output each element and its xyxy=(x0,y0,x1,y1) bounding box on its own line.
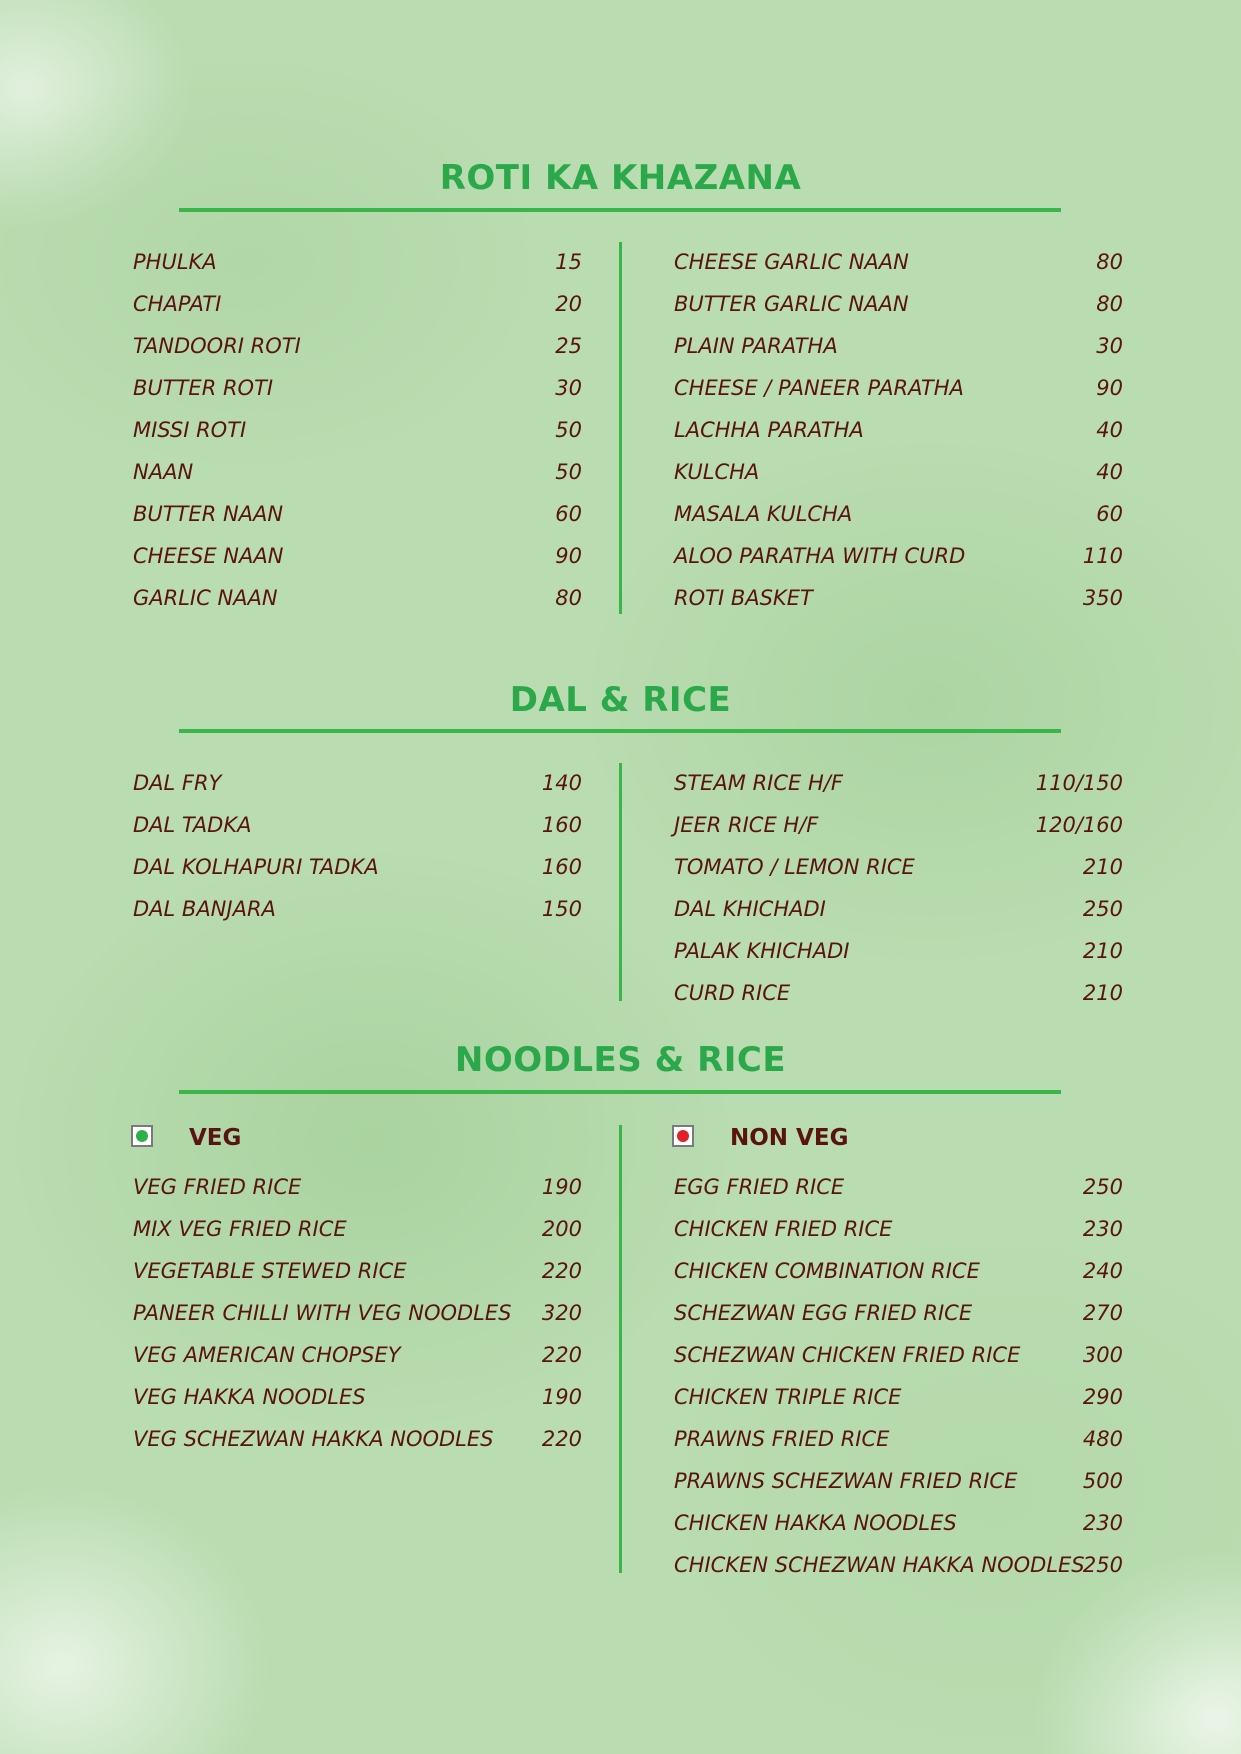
menu-column-noodles-left xyxy=(133,1166,582,1460)
menu-item xyxy=(133,1334,582,1376)
item-name: STEAM RICE H/F xyxy=(674,771,843,795)
veg-heading xyxy=(131,1123,431,1153)
item-name: PALAK KHICHADI xyxy=(674,939,850,963)
menu-item xyxy=(674,804,1123,846)
menu-item xyxy=(674,1544,1123,1586)
item-price: 120/160 xyxy=(1035,813,1123,837)
menu-item xyxy=(133,367,582,409)
menu-item xyxy=(133,241,582,283)
menu-item xyxy=(133,804,582,846)
item-price: 30 xyxy=(1096,334,1123,358)
menu-item xyxy=(133,1376,582,1418)
menu-item xyxy=(674,1334,1123,1376)
veg-label: VEG xyxy=(189,1125,242,1151)
menu-item xyxy=(674,241,1123,283)
menu-item xyxy=(674,762,1123,804)
item-price: 200 xyxy=(541,1217,582,1241)
item-name: VEGETABLE STEWED RICE xyxy=(133,1259,407,1283)
item-price: 140 xyxy=(541,771,582,795)
section-title-roti: ROTI KA KHAZANA xyxy=(439,158,802,198)
menu-item xyxy=(674,972,1123,1014)
menu-item xyxy=(674,888,1123,930)
item-price: 270 xyxy=(1082,1301,1123,1325)
menu-item xyxy=(674,409,1123,451)
item-price: 110/150 xyxy=(1035,771,1123,795)
menu-item xyxy=(674,325,1123,367)
menu-column-dal-right xyxy=(674,762,1123,1014)
item-price: 220 xyxy=(541,1343,582,1367)
item-name: PANEER CHILLI WITH VEG NOODLES xyxy=(133,1301,512,1325)
menu-column-noodles-right xyxy=(674,1166,1123,1586)
item-price: 290 xyxy=(1082,1385,1123,1409)
item-name: TANDOORI ROTI xyxy=(133,334,301,358)
section-title-noodles: NOODLES & RICE xyxy=(454,1040,787,1080)
item-name: CHEESE GARLIC NAAN xyxy=(674,250,909,274)
item-price: 40 xyxy=(1096,460,1123,484)
menu-column-roti-left xyxy=(133,241,582,619)
menu-item xyxy=(133,1250,582,1292)
item-name: CHICKEN SCHEZWAN HAKKA NOODLES xyxy=(674,1553,1085,1577)
item-name: CHICKEN TRIPLE RICE xyxy=(674,1385,902,1409)
section-rule-noodles xyxy=(179,1090,1061,1094)
veg-marker-icon xyxy=(131,1125,153,1147)
menu-item xyxy=(674,1376,1123,1418)
item-name: SCHEZWAN CHICKEN FRIED RICE xyxy=(674,1343,1021,1367)
menu-item xyxy=(133,888,582,930)
item-price: 250 xyxy=(1082,1175,1123,1199)
item-name: PRAWNS SCHEZWAN FRIED RICE xyxy=(674,1469,1018,1493)
item-name: VEG AMERICAN CHOPSEY xyxy=(133,1343,401,1367)
menu-item xyxy=(133,1208,582,1250)
item-price: 500 xyxy=(1082,1469,1123,1493)
menu-item xyxy=(674,1208,1123,1250)
column-divider-noodles xyxy=(619,1125,622,1573)
item-price: 60 xyxy=(555,502,582,526)
item-name: VEG FRIED RICE xyxy=(133,1175,302,1199)
item-price: 80 xyxy=(1096,250,1123,274)
item-name: MASALA KULCHA xyxy=(674,502,853,526)
menu-item xyxy=(133,846,582,888)
item-name: CHEESE NAAN xyxy=(133,544,284,568)
menu-item xyxy=(133,409,582,451)
menu-item xyxy=(674,1502,1123,1544)
item-name: CHICKEN HAKKA NOODLES xyxy=(674,1511,957,1535)
item-price: 230 xyxy=(1082,1217,1123,1241)
item-price: 150 xyxy=(541,897,582,921)
item-price: 80 xyxy=(1096,292,1123,316)
menu-item xyxy=(674,846,1123,888)
item-name: LACHHA PARATHA xyxy=(674,418,864,442)
menu-item xyxy=(674,367,1123,409)
item-price: 210 xyxy=(1082,981,1123,1005)
column-divider-roti xyxy=(619,242,622,614)
menu-item xyxy=(674,283,1123,325)
item-price: 190 xyxy=(541,1175,582,1199)
nonveg-heading xyxy=(672,1123,972,1153)
item-price: 250 xyxy=(1082,897,1123,921)
item-name: KULCHA xyxy=(674,460,760,484)
item-price: 160 xyxy=(541,855,582,879)
menu-column-dal-left xyxy=(133,762,582,930)
item-price: 220 xyxy=(541,1259,582,1283)
item-name: EGG FRIED RICE xyxy=(674,1175,845,1199)
item-name: DAL FRY xyxy=(133,771,222,795)
item-price: 160 xyxy=(541,813,582,837)
item-price: 240 xyxy=(1082,1259,1123,1283)
item-price: 350 xyxy=(1082,586,1123,610)
item-name: SCHEZWAN EGG FRIED RICE xyxy=(674,1301,973,1325)
item-price: 30 xyxy=(555,376,582,400)
menu-item xyxy=(133,451,582,493)
item-price: 110 xyxy=(1082,544,1123,568)
menu-item xyxy=(133,577,582,619)
item-price: 60 xyxy=(1096,502,1123,526)
item-name: BUTTER GARLIC NAAN xyxy=(674,292,909,316)
menu-item xyxy=(674,1292,1123,1334)
menu-item xyxy=(674,1166,1123,1208)
section-rule-dal xyxy=(179,729,1061,733)
item-name: CHICKEN COMBINATION RICE xyxy=(674,1259,980,1283)
item-price: 190 xyxy=(541,1385,582,1409)
item-price: 300 xyxy=(1082,1343,1123,1367)
item-price: 50 xyxy=(555,460,582,484)
item-name: DAL KHICHADI xyxy=(674,897,826,921)
item-name: CHEESE / PANEER PARATHA xyxy=(674,376,964,400)
item-price: 480 xyxy=(1082,1427,1123,1451)
item-price: 250 xyxy=(1082,1553,1123,1577)
item-name: CHAPATI xyxy=(133,292,222,316)
menu-column-roti-right xyxy=(674,241,1123,619)
menu-item xyxy=(133,283,582,325)
menu-item xyxy=(674,535,1123,577)
item-price: 40 xyxy=(1096,418,1123,442)
item-name: DAL TADKA xyxy=(133,813,252,837)
item-price: 80 xyxy=(555,586,582,610)
item-name: VEG SCHEZWAN HAKKA NOODLES xyxy=(133,1427,494,1451)
nonveg-marker-icon xyxy=(672,1125,694,1147)
item-name: BUTTER NAAN xyxy=(133,502,284,526)
item-name: DAL KOLHAPURI TADKA xyxy=(133,855,379,879)
item-name: JEER RICE H/F xyxy=(674,813,819,837)
column-divider-dal xyxy=(619,763,622,1001)
item-name: MIX VEG FRIED RICE xyxy=(133,1217,347,1241)
section-title-dal: DAL & RICE xyxy=(509,680,732,720)
item-price: 20 xyxy=(555,292,582,316)
item-price: 90 xyxy=(555,544,582,568)
item-name: ALOO PARATHA WITH CURD xyxy=(674,544,966,568)
menu-item xyxy=(674,1250,1123,1292)
item-name: PRAWNS FRIED RICE xyxy=(674,1427,890,1451)
section-rule-roti xyxy=(179,208,1061,212)
menu-item xyxy=(674,930,1123,972)
item-name: ROTI BASKET xyxy=(674,586,813,610)
item-price: 15 xyxy=(555,250,582,274)
menu-item xyxy=(674,1460,1123,1502)
item-price: 320 xyxy=(541,1301,582,1325)
item-price: 230 xyxy=(1082,1511,1123,1535)
menu-item xyxy=(133,535,582,577)
item-name: TOMATO / LEMON RICE xyxy=(674,855,915,879)
menu-item xyxy=(133,493,582,535)
item-price: 210 xyxy=(1082,855,1123,879)
menu-item xyxy=(133,1292,582,1334)
menu-item xyxy=(674,577,1123,619)
item-name: BUTTER ROTI xyxy=(133,376,274,400)
item-price: 210 xyxy=(1082,939,1123,963)
item-name: GARLIC NAAN xyxy=(133,586,278,610)
menu-item xyxy=(674,451,1123,493)
item-name: PLAIN PARATHA xyxy=(674,334,838,358)
item-price: 90 xyxy=(1096,376,1123,400)
item-name: PHULKA xyxy=(133,250,217,274)
menu-item xyxy=(674,493,1123,535)
nonveg-label: NON VEG xyxy=(730,1125,849,1151)
item-price: 50 xyxy=(555,418,582,442)
menu-item xyxy=(133,325,582,367)
menu-item xyxy=(674,1418,1123,1460)
item-price: 25 xyxy=(555,334,582,358)
menu-item xyxy=(133,1166,582,1208)
item-name: DAL BANJARA xyxy=(133,897,276,921)
item-name: NAAN xyxy=(133,460,194,484)
menu-item xyxy=(133,762,582,804)
item-name: MISSI ROTI xyxy=(133,418,247,442)
item-name: CURD RICE xyxy=(674,981,791,1005)
item-name: VEG HAKKA NOODLES xyxy=(133,1385,366,1409)
menu-item xyxy=(133,1418,582,1460)
item-price: 220 xyxy=(541,1427,582,1451)
item-name: CHICKEN FRIED RICE xyxy=(674,1217,893,1241)
